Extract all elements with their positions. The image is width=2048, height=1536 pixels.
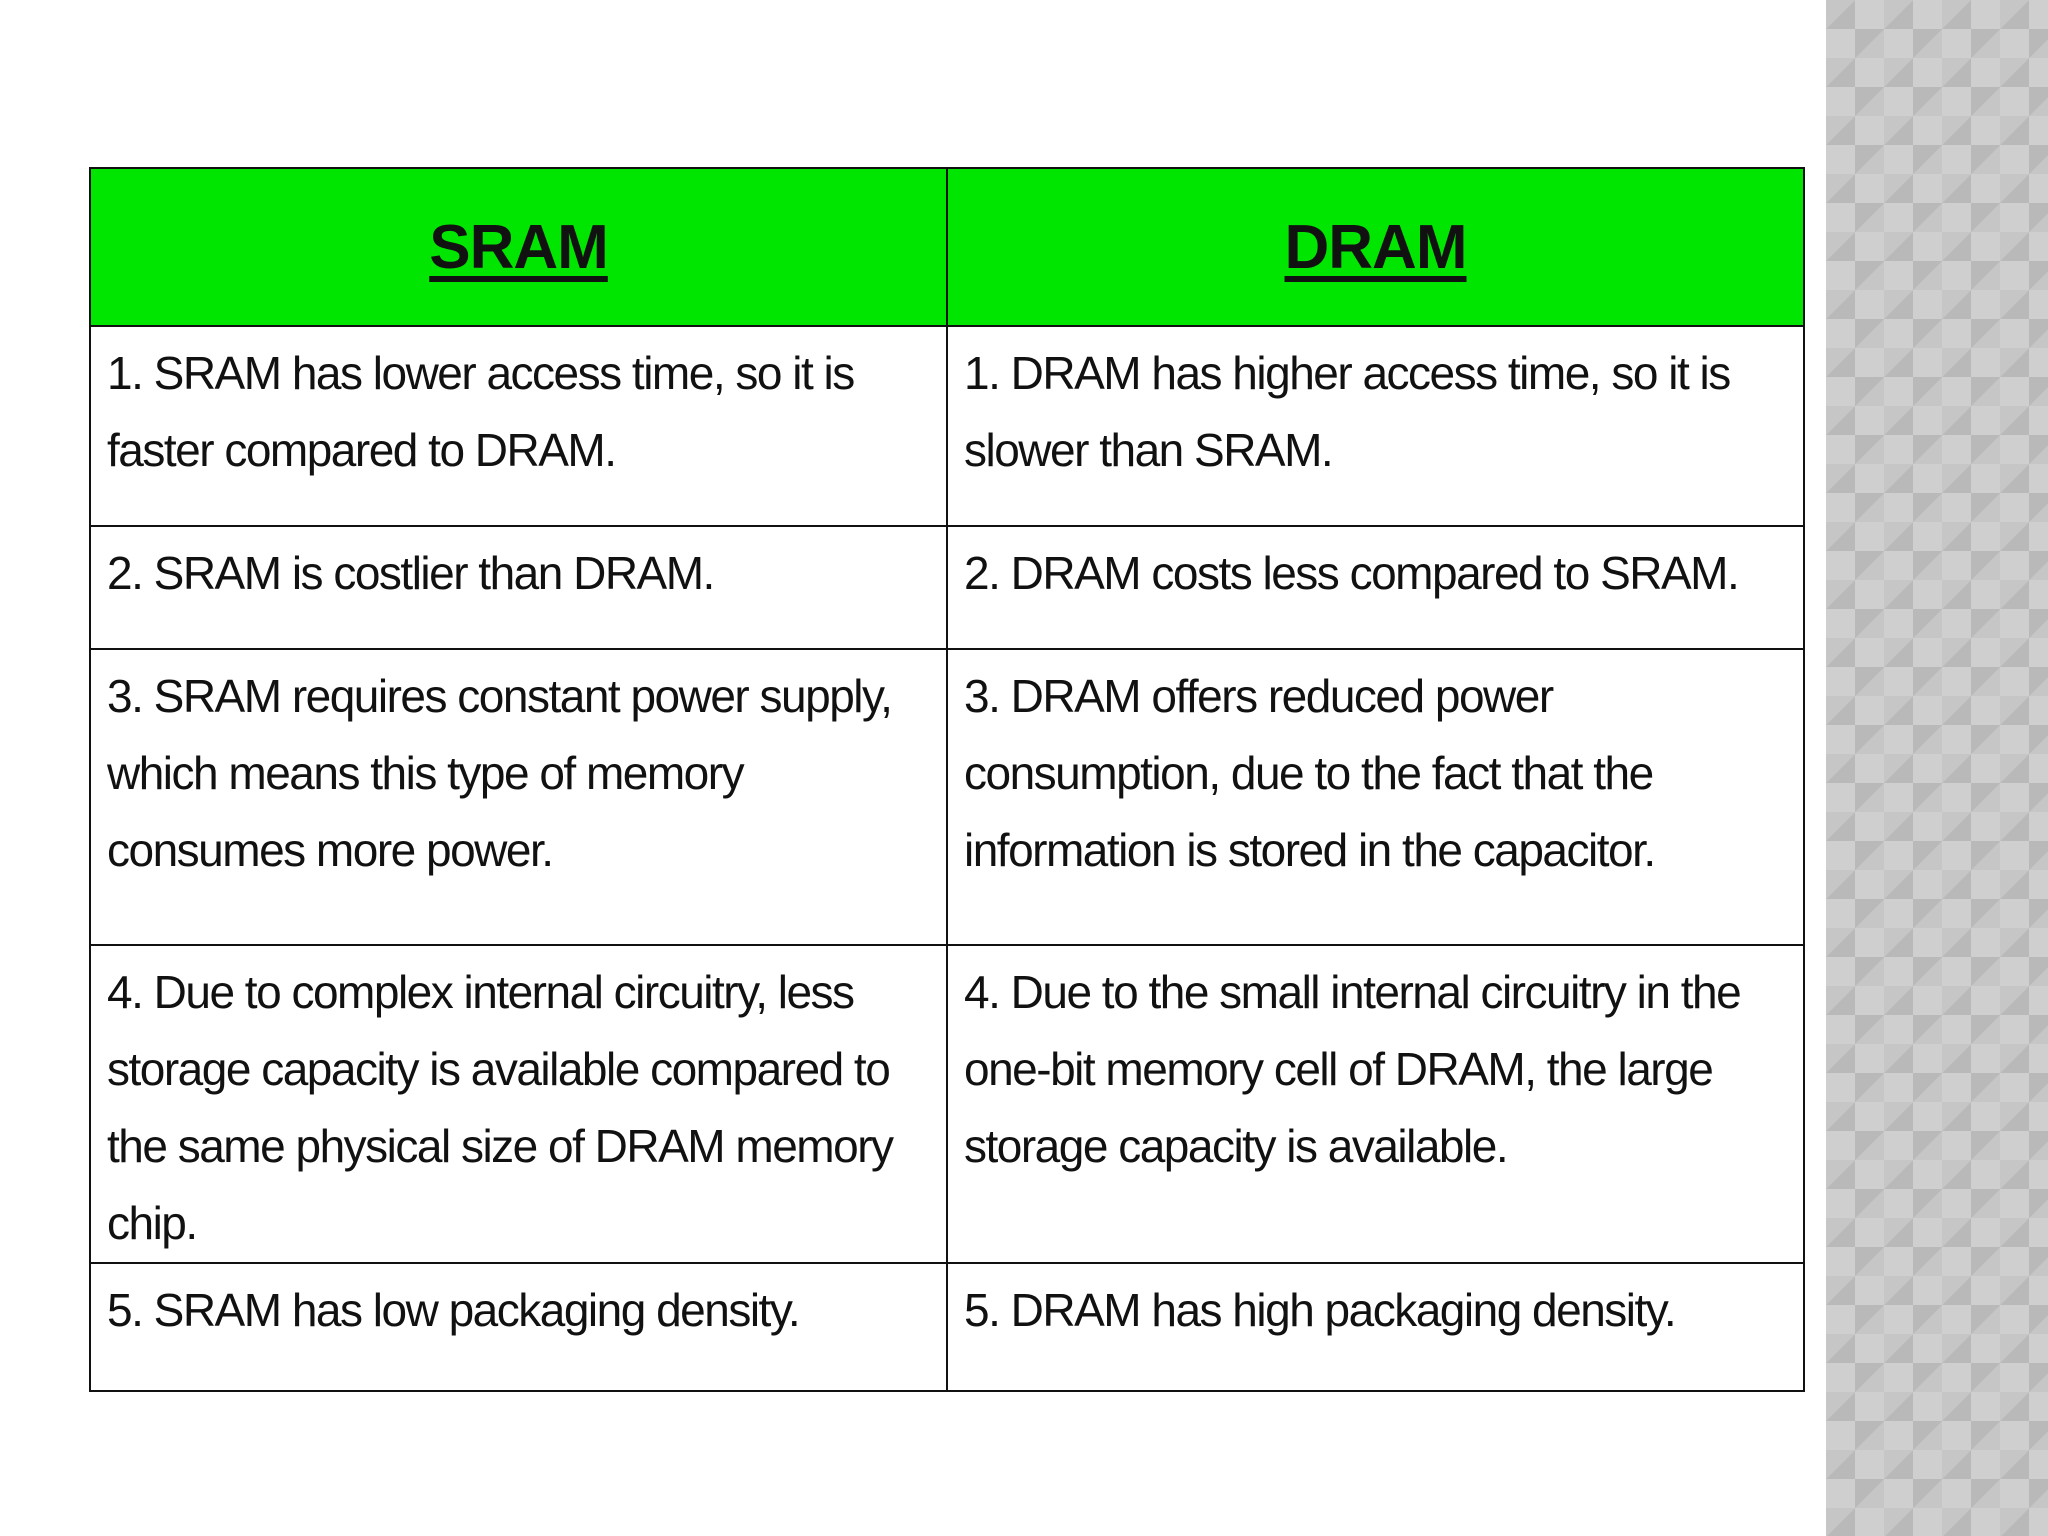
table-row: [90, 945, 1804, 1263]
header-sram: SRAM: [90, 168, 947, 326]
cell-sram: 2. SRAM is costlier than DRAM.: [90, 526, 947, 649]
cell-sram: 5. SRAM has low packaging density.: [90, 1263, 947, 1391]
cell-dram: 5. DRAM has high packaging density.: [947, 1263, 1804, 1391]
cell-dram: 2. DRAM costs less compared to SRAM.: [947, 526, 1804, 649]
table-row: [90, 1263, 1804, 1391]
header-dram: DRAM: [947, 168, 1804, 326]
cell-dram: 3. DRAM offers reduced power consumption, due to the fact that the information is stored in the capacitor.: [947, 649, 1804, 945]
cell-dram: 1. DRAM has higher access time, so it is slower than SRAM.: [947, 326, 1804, 526]
table-header-row: [90, 168, 1804, 326]
cell-sram: 3. SRAM requires constant power supply, which means this type of memory consumes more power.: [90, 649, 947, 945]
table-row: [90, 326, 1804, 526]
table-row: [90, 526, 1804, 649]
table-row: [90, 649, 1804, 945]
decorative-side-pattern: [1826, 0, 2048, 1536]
cell-dram: 4. Due to the small internal circuitry in the one-bit memory cell of DRAM, the large storage capacity is available.: [947, 945, 1804, 1263]
cell-sram: 1. SRAM has lower access time, so it is faster compared to DRAM.: [90, 326, 947, 526]
cell-sram: 4. Due to complex internal circuitry, less storage capacity is available compared to the same physical size of DRAM memory chip.: [90, 945, 947, 1263]
comparison-table: [89, 167, 1805, 1392]
